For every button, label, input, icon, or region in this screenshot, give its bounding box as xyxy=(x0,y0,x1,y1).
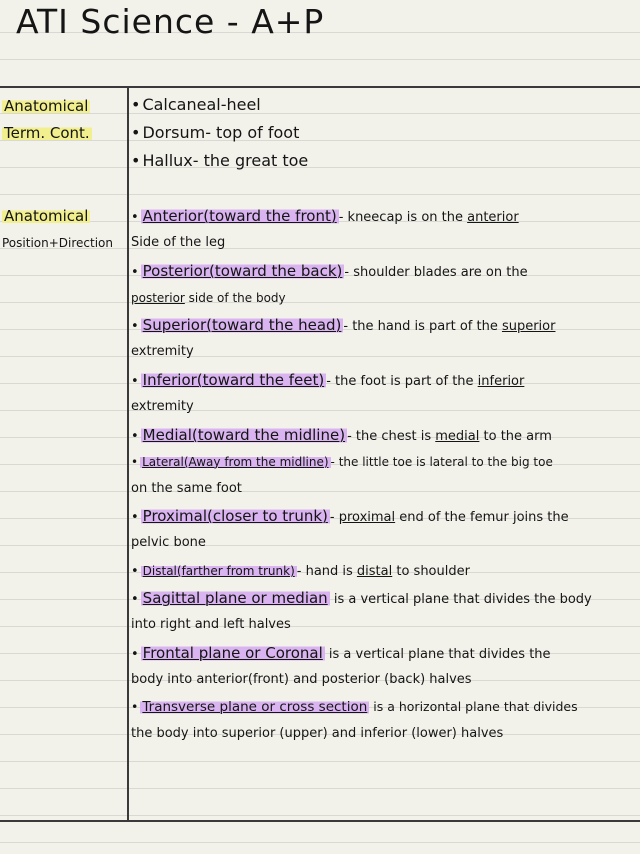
term-transverse: Transverse plane or cross section xyxy=(142,699,368,715)
cue-anatomical-terms: Anatomical xyxy=(4,97,89,115)
term-distal: Distal(farther from trunk) xyxy=(142,564,295,578)
note-superior: • Superior(toward the head) - the hand is part of the superior xyxy=(131,316,556,334)
note-lateral-line2: on the same foot xyxy=(131,481,242,496)
term-sagittal: Sagittal plane or median xyxy=(142,589,328,607)
term-inferior: Inferior(toward the feet) xyxy=(142,371,325,389)
term-proximal: Proximal(closer to trunk) xyxy=(142,507,328,525)
note-sagittal-line2: into right and left halves xyxy=(131,617,291,632)
note-anterior-line2: Side of the leg xyxy=(131,235,226,250)
term-medial: Medial(toward the midline) xyxy=(142,426,346,444)
term-frontal: Frontal plane or Coronal xyxy=(142,644,323,662)
header-divider xyxy=(0,86,640,88)
note-proximal-line2: pelvic bone xyxy=(131,535,206,550)
note-frontal: • Frontal plane or Coronal is a vertical plane that divides the xyxy=(131,644,551,662)
note-transverse-line2: the body into superior (upper) and inferior (lower) halves xyxy=(131,726,504,741)
note-lateral: • Lateral(Away from the midline) - the little toe is lateral to the big toe xyxy=(131,455,553,469)
note-hallux: • Hallux- the great toe xyxy=(131,151,309,170)
term-lateral: Lateral(Away from the midline) xyxy=(142,455,329,469)
note-superior-line2: extremity xyxy=(131,344,194,359)
cue-anatomical-position: Anatomical xyxy=(4,207,89,225)
cue-anatomical-position-line2: Position+Direction xyxy=(2,236,113,250)
note-anterior: • Anterior(toward the front) - kneecap is on the anterior xyxy=(131,207,519,225)
note-inferior-line2: extremity xyxy=(131,399,194,414)
page-title: ATI Science - A+P xyxy=(16,2,325,41)
note-distal: • Distal(farther from trunk) - hand is distal to shoulder xyxy=(131,564,470,579)
cue-column-divider xyxy=(127,86,129,821)
note-frontal-line2: body into anterior(front) and posterior (back) halves xyxy=(131,672,472,687)
note-proximal: • Proximal(closer to trunk) - proximal end of the femur joins the xyxy=(131,507,569,525)
note-inferior: • Inferior(toward the feet) - the foot is part of the inferior xyxy=(131,371,525,389)
note-sagittal: • Sagittal plane or median is a vertical plane that divides the body xyxy=(131,589,592,607)
cue-anatomical-terms-line2: Term. Cont. xyxy=(4,124,90,142)
note-calcaneal: • Calcaneal-heel xyxy=(131,95,261,114)
note-posterior: • Posterior(toward the back) - shoulder blades are on the xyxy=(131,262,528,280)
note-dorsum: • Dorsum- top of foot xyxy=(131,123,300,142)
footer-divider xyxy=(0,820,640,822)
term-superior: Superior(toward the head) xyxy=(142,316,342,334)
note-transverse: • Transverse plane or cross section is a horizontal plane that divides xyxy=(131,699,578,715)
note-medial: • Medial(toward the midline) - the chest is medial to the arm xyxy=(131,426,552,444)
term-anterior: Anterior(toward the front) xyxy=(142,207,337,225)
note-posterior-line2: posterior side of the body xyxy=(131,291,286,305)
term-posterior: Posterior(toward the back) xyxy=(142,262,343,280)
